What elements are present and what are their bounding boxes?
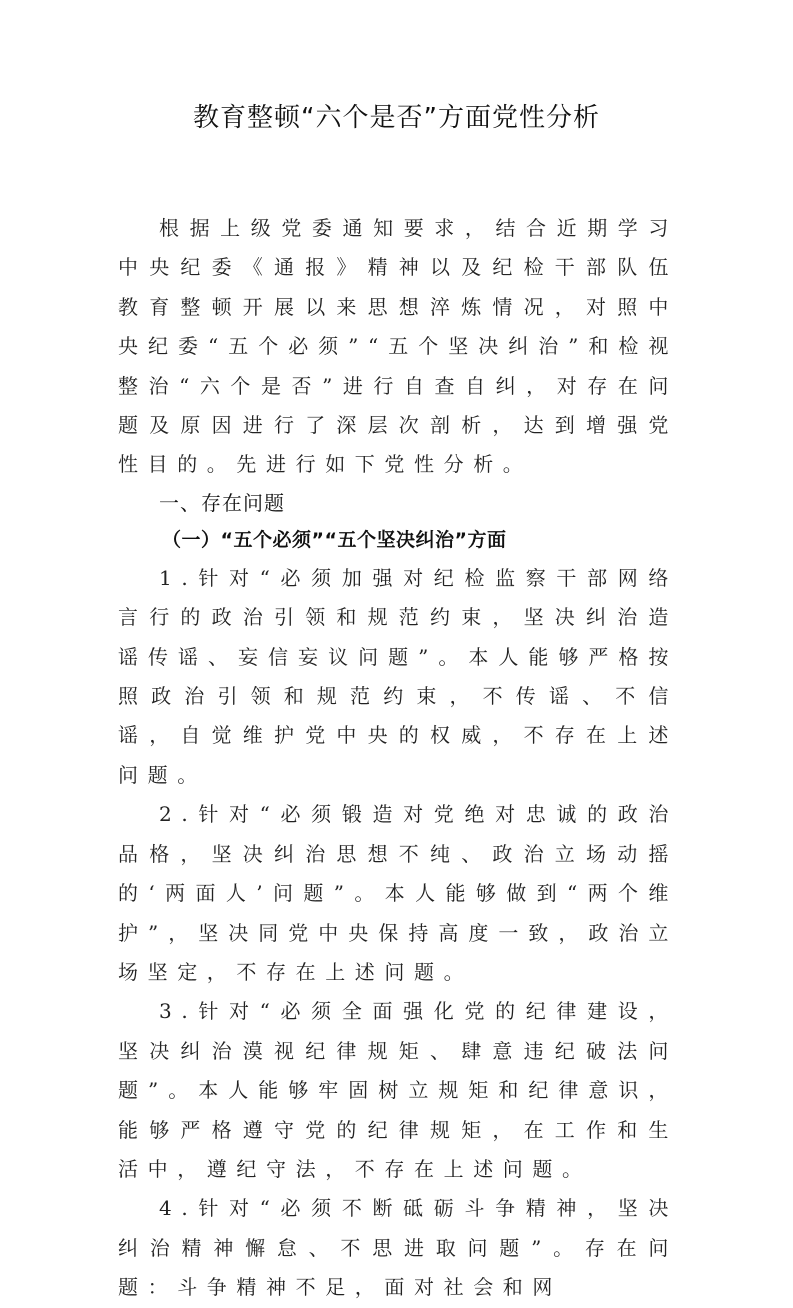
item-paragraph-1: 1.针对“必须加强对纪检监察干部网络言行的政治引领和规范约束，坚决纠治造谣传谣、妄信妄议问题”。本人能够严格按照政治引领和规范约束，不传谣、不信谣，自觉维护党中央的权威，不存在上述问题。 — [118, 565, 678, 787]
document-body — [118, 209, 678, 1308]
item-paragraph-2: 2.针对“必须锻造对党绝对忠诚的政治品格，坚决纠治思想不纯、政治立场动摇的‘两面人’问题”。本人能够做到“两个维护”，坚决同党中央保持高度一致，政治立场坚定，不存在上述问题。 — [118, 802, 678, 984]
document-title: 教育整顿“六个是否”方面党性分析 — [193, 103, 600, 133]
section-heading: 一、存在问题 — [159, 490, 285, 515]
item-paragraph-4: 4.针对“必须不断砥砺斗争精神，坚决纠治精神懈怠、不思进取问题”。存在问题：斗争精神不足，面对社会和网 — [118, 1196, 678, 1300]
intro-paragraph: 根据上级党委通知要求，结合近期学习中央纪委《通报》精神以及纪检干部队伍教育整顿开展以来思想淬炼情况，对照中央纪委“五个必须”“五个坚决纠治”和检视整治“六个是否”进行自查自纠，对存在问题及原因进行了深层次剖析，达到增强党性目的。先进行如下党性分析。 — [118, 216, 678, 477]
item-paragraph-3: 3.针对“必须全面强化党的纪律建设，坚决纠治漠视纪律规矩、肆意违纪破法问题”。本人能够牢固树立规矩和纪律意识，能够严格遵守党的纪律规矩，在工作和生活中，遵纪守法，不存在上述问题。 — [118, 999, 678, 1181]
subsection-heading: （一）“五个必须”“五个坚决纠治”方面 — [162, 528, 507, 551]
